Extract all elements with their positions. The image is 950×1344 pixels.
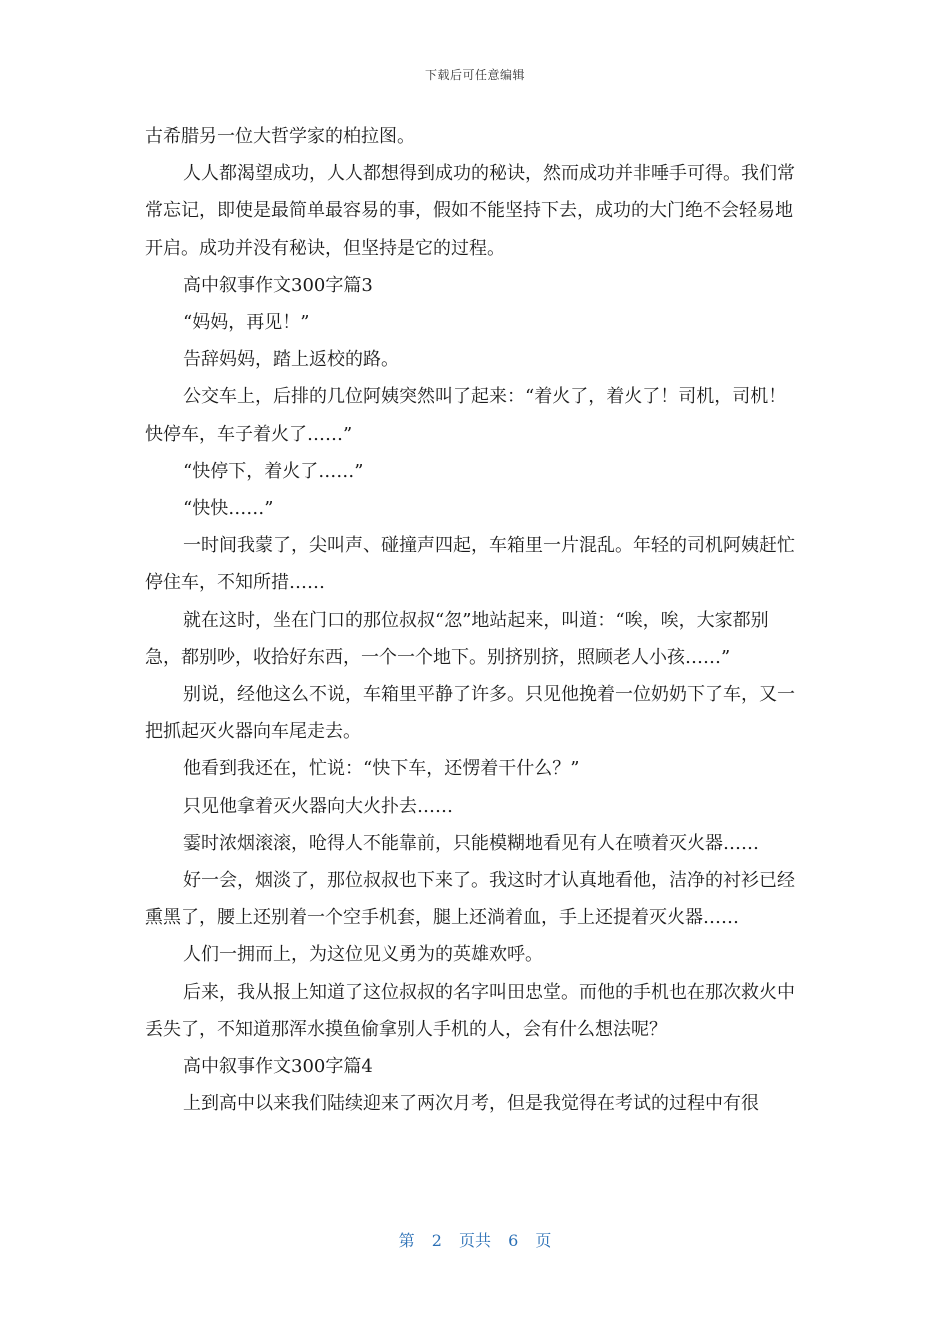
paragraph: 只见他拿着灭火器向大火扑去…… (183, 795, 453, 817)
paragraph: 好一会，烟淡了，那位叔叔也下来了。我这时才认真地看他，洁净的衬衫已经熏黑了，腰上还别着一个空手机套，腿上还淌着血，手上还提着灭火器…… (145, 870, 795, 929)
page-footer (0, 1228, 950, 1251)
document-body (145, 118, 801, 1122)
paragraph: 霎时浓烟滚滚，呛得人不能靠前，只能模糊地看见有人在喷着灭火器…… (183, 832, 759, 854)
section-heading: 高中叙事作文300字篇3 (183, 274, 373, 296)
paragraph: 就在这时，坐在门口的那位叔叔“忽”地站起来，叫道：“唉，唉，大家都别急，都别吵，收拾好东西，一个一个地下。别挤别挤，照顾老人小孩……” (145, 609, 769, 668)
paragraph: 古希腊另一位大哲学家的柏拉图。 (145, 126, 415, 147)
paragraph: 后来，我从报上知道了这位叔叔的名字叫田忠堂。而他的手机也在那次救火中丢失了，不知道那浑水摸鱼偷拿别人手机的人，会有什么想法呢？ (145, 981, 795, 1040)
paragraph: “快停下，着火了……” (183, 460, 364, 482)
paragraph: “快快……” (183, 498, 274, 520)
paragraph: 一时间我蒙了，尖叫声、碰撞声四起，车箱里一片混乱。年轻的司机阿姨赶忙停住车，不知所措…… (145, 535, 795, 594)
total-page-number: 6 (508, 1231, 519, 1250)
paragraph: 人人都渴望成功，人人都想得到成功的秘诀，然而成功并非唾手可得。我们常常忘记，即使是最简单最容易的事，假如不能坚持下去，成功的大门绝不会轻易地开启。成功并没有秘诀，但坚持是它的过程。 (145, 163, 795, 259)
paragraph: “妈妈，再见！” (183, 312, 310, 334)
paragraph: 公交车上，后排的几位阿姨突然叫了起来：“着火了，着火了！司机，司机！快停车，车子着火了……” (145, 386, 787, 445)
current-page-number: 2 (431, 1231, 442, 1250)
page-label-middle: 页共 (458, 1231, 491, 1250)
paragraph: 人们一拥而上，为这位见义勇为的英雄欢呼。 (183, 944, 543, 966)
page-label-suffix: 页 (535, 1231, 552, 1250)
page-header: 下载后可任意编辑 (424, 68, 525, 82)
section-heading: 高中叙事作文300字篇4 (183, 1056, 373, 1078)
paragraph: 告辞妈妈，踏上返校的路。 (183, 349, 399, 371)
paragraph: 上到高中以来我们陆续迎来了两次月考，但是我觉得在考试的过程中有很 (183, 1093, 759, 1115)
paragraph: 他看到我还在，忙说：“快下车，还愣着干什么？” (183, 758, 580, 780)
paragraph: 别说，经他这么不说，车箱里平静了许多。只见他挽着一位奶奶下了车，又一把抓起灭火器向车尾走去。 (145, 684, 795, 743)
page-label-prefix: 第 (398, 1231, 415, 1250)
